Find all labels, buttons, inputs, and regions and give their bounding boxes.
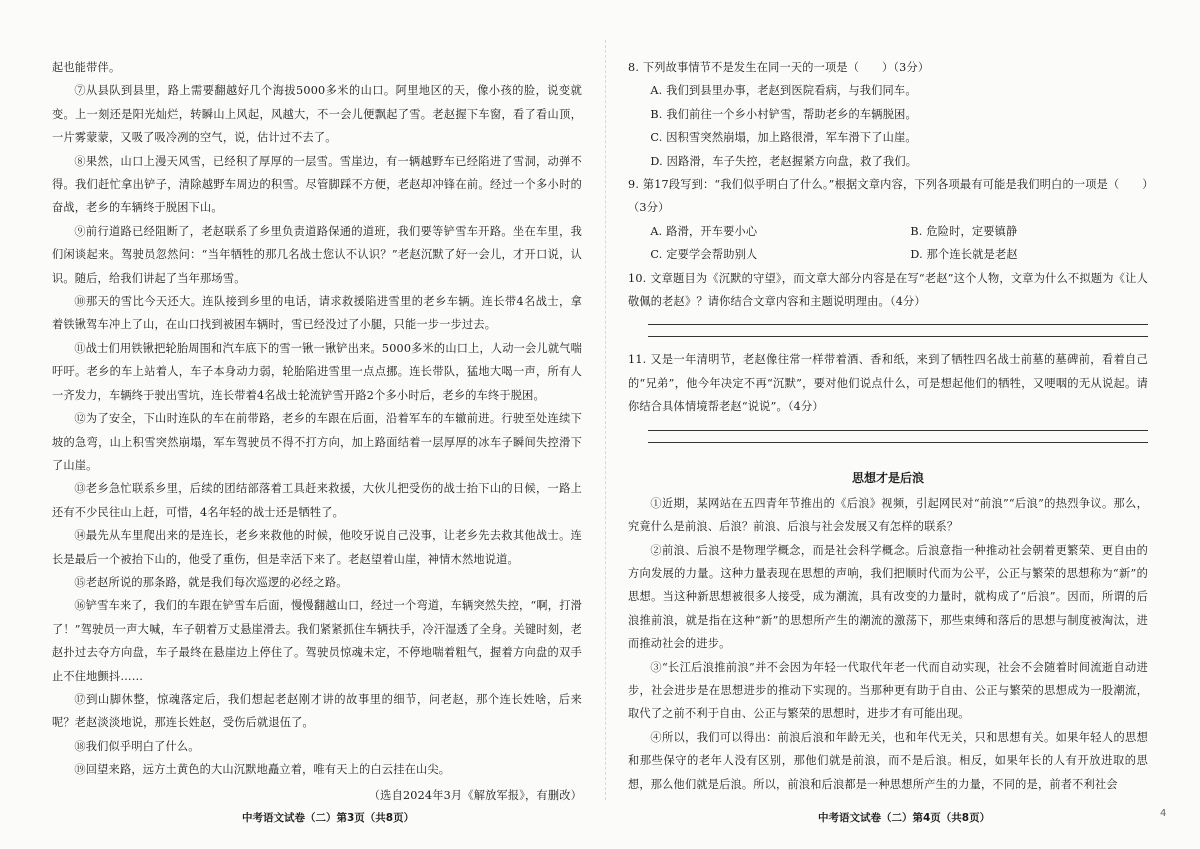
- left-page: [52, 56, 582, 807]
- passage-paragraph: ⑪战士们用铁锹把轮胎周围和汽车底下的雪一锹一锹铲出来。5000多米的山口上，人动一会儿就气喘吁吁。老乡的车上站着人，车子本身动力弱，轮胎陷进雪里一点点挪。连长带队，猛地大喝一声，所有人一齐发力，车辆终于驶出雪坑，连长带着4名战士轮流铲雪开路2个多小时后，老乡的车终于脱困。: [52, 341, 582, 402]
- question-9: [628, 173, 1148, 267]
- passage-paragraph: 起也能带伴。: [52, 61, 121, 74]
- essay-paragraph: ④所以，我们可以得出：前浪后浪和年龄无关，也和年代无关，只和思想有关。如果年轻人的思想和那些保守的老年人没有区别，那他们就是前浪，而不是后浪。相反，如果年长的人有开放进取的思想，那么他们就是后浪。所以，前浪和后浪都是一种思想所产生的力量，不同的是，前者不利社会: [628, 730, 1148, 791]
- passage-paragraph: ⑦从县队到县里，路上需要翻越好几个海拔5000多米的山口。阿里地区的天，像小孩的脸，说变就变。上一刻还是阳光灿烂，转瞬山上风起，风越大，不一会儿便飘起了雪。老赵握下车窗，看了看山顶，一片雾蒙蒙，又吸了吸冷冽的空气，说，估计过不去了。: [52, 84, 582, 145]
- option-d: D. 因路滑，车子失控，老赵握紧方向盘，救了我们。: [650, 154, 918, 168]
- option-list: [628, 79, 1148, 173]
- passage-source: （选自2024年3月《解放军报》，有删改）: [368, 788, 582, 802]
- passage-paragraph: ⑩那天的雪比今天还大。连队接到乡里的电话，请求救援陷进雪里的老乡车辆。连长带4名战士，拿着铁锹驾车冲上了山，在山口找到被困车辆时，雪已经没过了小腿，只能一步一步过去。: [52, 295, 582, 332]
- page-divider: [605, 40, 606, 800]
- essay-title: 思想才是后浪: [851, 470, 924, 485]
- question-stem: 10. 文章题目为《沉默的守望》，而文章大部分内容是在写“老赵”这个人物，文章为什么不拟题为《让人敬佩的老赵》？请你结合文章内容和主题说明理由。（4分）: [628, 271, 1148, 309]
- essay-paragraph: ①近期，某网站在五四青年节推出的《后浪》视频，引起网民对“前浪”“后浪”的热烈争议。那么，究竟什么是前浪、后浪？前浪、后浪与社会发展又有怎样的联系？: [628, 496, 1148, 534]
- passage-paragraph: ⑱我们似乎明白了什么。: [74, 739, 200, 753]
- option-list: [628, 220, 1148, 267]
- reading-passage: [52, 56, 582, 807]
- option-c: C. 因积雪突然崩塌，加上路很滑，军车滑下了山崖。: [650, 131, 917, 145]
- essay-paragraph: ②前浪、后浪不是物理学概念，而是社会科学概念。后浪意指一种推动社会朝着更繁荣、更自由的方向发展的力量。这种力量表现在思想的声响，我们把顺时代而为公平，公正与繁荣的思想称为“新”的思想。当这种新思想被很多人接受，成为潮流，具有改变的力量时，就构成了“后浪”。因而，所谓的后浪推前浪，就是指在这种“新”的思想所产生的潮流的激荡下，那些束缚和落后的思想与制度被淘汰，进而推动社会的进步。: [628, 543, 1148, 651]
- essay-paragraph: ③“长江后浪推前浪”并不会因为年轻一代取代年老一代而自动实现，社会不会随着时间流逝自动进步，社会进步是在思想进步的推动下实现的。当那种更有助于自由、公正与繁荣的思想成为一股潮流，取代了之前不利于自由、公正与繁荣的思想时，进步才有可能出现。: [628, 660, 1148, 721]
- option-a: A. 我们到县里办事，老赵到医院看病，与我们同车。: [650, 84, 917, 98]
- page-mark: 4: [1160, 808, 1167, 819]
- question-stem: 9. 第17段写到：“我们似乎明白了什么。”根据文章内容，下列各项最有可能是我们明白的一项是（ ）（3分）: [628, 178, 1148, 215]
- passage-paragraph: ⑲回望来路，远方土黄色的大山沉默地矗立着，唯有天上的白云挂在山尖。: [74, 763, 451, 777]
- essay: [628, 492, 1148, 791]
- passage-paragraph: ⑫为了安全，下山时连队的车在前带路，老乡的车跟在后面，沿着军车的车辙前进。行驶至处连续下坡的急弯，山上积雪突然崩塌，军车驾驶员不得不打方向，加上路面结着一层厚厚的冰车子瞬间失控滑下了山崖。: [52, 412, 582, 472]
- option-b: B. 危险时，定要镇静: [910, 224, 1018, 238]
- passage-paragraph: ⑨前行道路已经阻断了，老赵联系了乡里负责道路保通的道班，我们要等铲雪车开路。坐在车里，我们闲谈起来。驾驶员忽然问：“当年牺牲的那几名战士您认不认识？”老赵沉默了好一会儿，才开口说，认识。随后，给我们讲起了当年那场雪。: [52, 224, 582, 285]
- option-a: A. 路滑，开车要小心: [650, 224, 758, 238]
- right-page: [628, 56, 1148, 791]
- question-stem: 8. 下列故事情节不是发生在同一天的一项是（ ）（3分）: [628, 61, 930, 74]
- option-c: C. 定要学会帮助别人: [650, 248, 758, 262]
- passage-paragraph: ⑧果然，山口上漫天风雪，已经积了厚厚的一层雪。雪崖边，有一辆越野车已经陷进了雪洞，动弹不得。我们赶忙拿出铲子，清除越野车周边的积雪。尽管脚踩不方便，老赵却冲锋在前。经过一个多小时的奋战，老乡的车辆终于脱困下山。: [52, 154, 582, 215]
- question-8: [628, 56, 1148, 173]
- answer-line[interactable]: [648, 336, 1148, 337]
- option-b: B. 我们前往一个乡小村铲雪，帮助老乡的车辆脱困。: [650, 107, 917, 121]
- page-footer: 中考语文试卷（二）第3页（共8页）: [242, 812, 415, 824]
- passage-paragraph: ⑮老赵所说的那条路，就是我们每次巡逻的必经之路。: [74, 575, 348, 589]
- passage-paragraph: ⑯铲雪车来了，我们的车跟在铲雪车后面，慢慢翻越山口，经过一个弯道，车辆突然失控，“啊，打滑了！”驾驶员一声大喊，车子朝着万丈悬崖滑去。我们紧紧抓住车辆扶手，冷汗湿透了全身。关键时刻，老赵扑过去夺方向盘，车子最终在悬崖边上停住了。驾驶员惊魂未定，不停地喘着粗气，握着方向盘的双手止不住地颤抖……: [52, 599, 582, 683]
- passage-paragraph: ⑬老乡急忙联系乡里，后续的团结部落着工具赶来救援，大伙儿把受伤的战士抬下山的日候，一路上还有不少民往山上赶，可惜，4名年轻的战士还是牺牲了。: [52, 482, 582, 519]
- question-stem: 11. 又是一年清明节，老赵像往常一样带着酒、香和纸，来到了牺牲四名战士前墓的墓碑前，看着自己的“兄弟”，他今年决定不再“沉默”，要对他们说点什么，可是想起他们的牺牲，又哽咽的无从说起。请你结合具体情境帮老赵“说说”。（4分）: [628, 353, 1148, 414]
- question-10: [628, 267, 1148, 338]
- option-d: D. 那个连长就是老赵: [910, 248, 1018, 262]
- question-11: [628, 348, 1148, 442]
- passage-paragraph: ⑭最先从车里爬出来的是连长，老乡来救他的时候，他咬牙说自己没事，让老乡先去救其他战士。连长是最后一个被抬下山的，他受了重伤，但是幸活下来了。老赵望着山崖，神情木然地说道。: [52, 529, 582, 566]
- page-footer: 中考语文试卷（二）第4页（共8页）: [818, 812, 991, 824]
- answer-line[interactable]: [648, 324, 1148, 325]
- answer-line[interactable]: [648, 430, 1148, 431]
- passage-paragraph: ⑰到山脚休整，惊魂落定后，我们想起老赵刚才讲的故事里的细节，问老赵，那个连长姓啥，后来呢？老赵淡淡地说，那连长姓赵，受伤后就退伍了。: [52, 692, 582, 730]
- answer-line[interactable]: [648, 442, 1148, 443]
